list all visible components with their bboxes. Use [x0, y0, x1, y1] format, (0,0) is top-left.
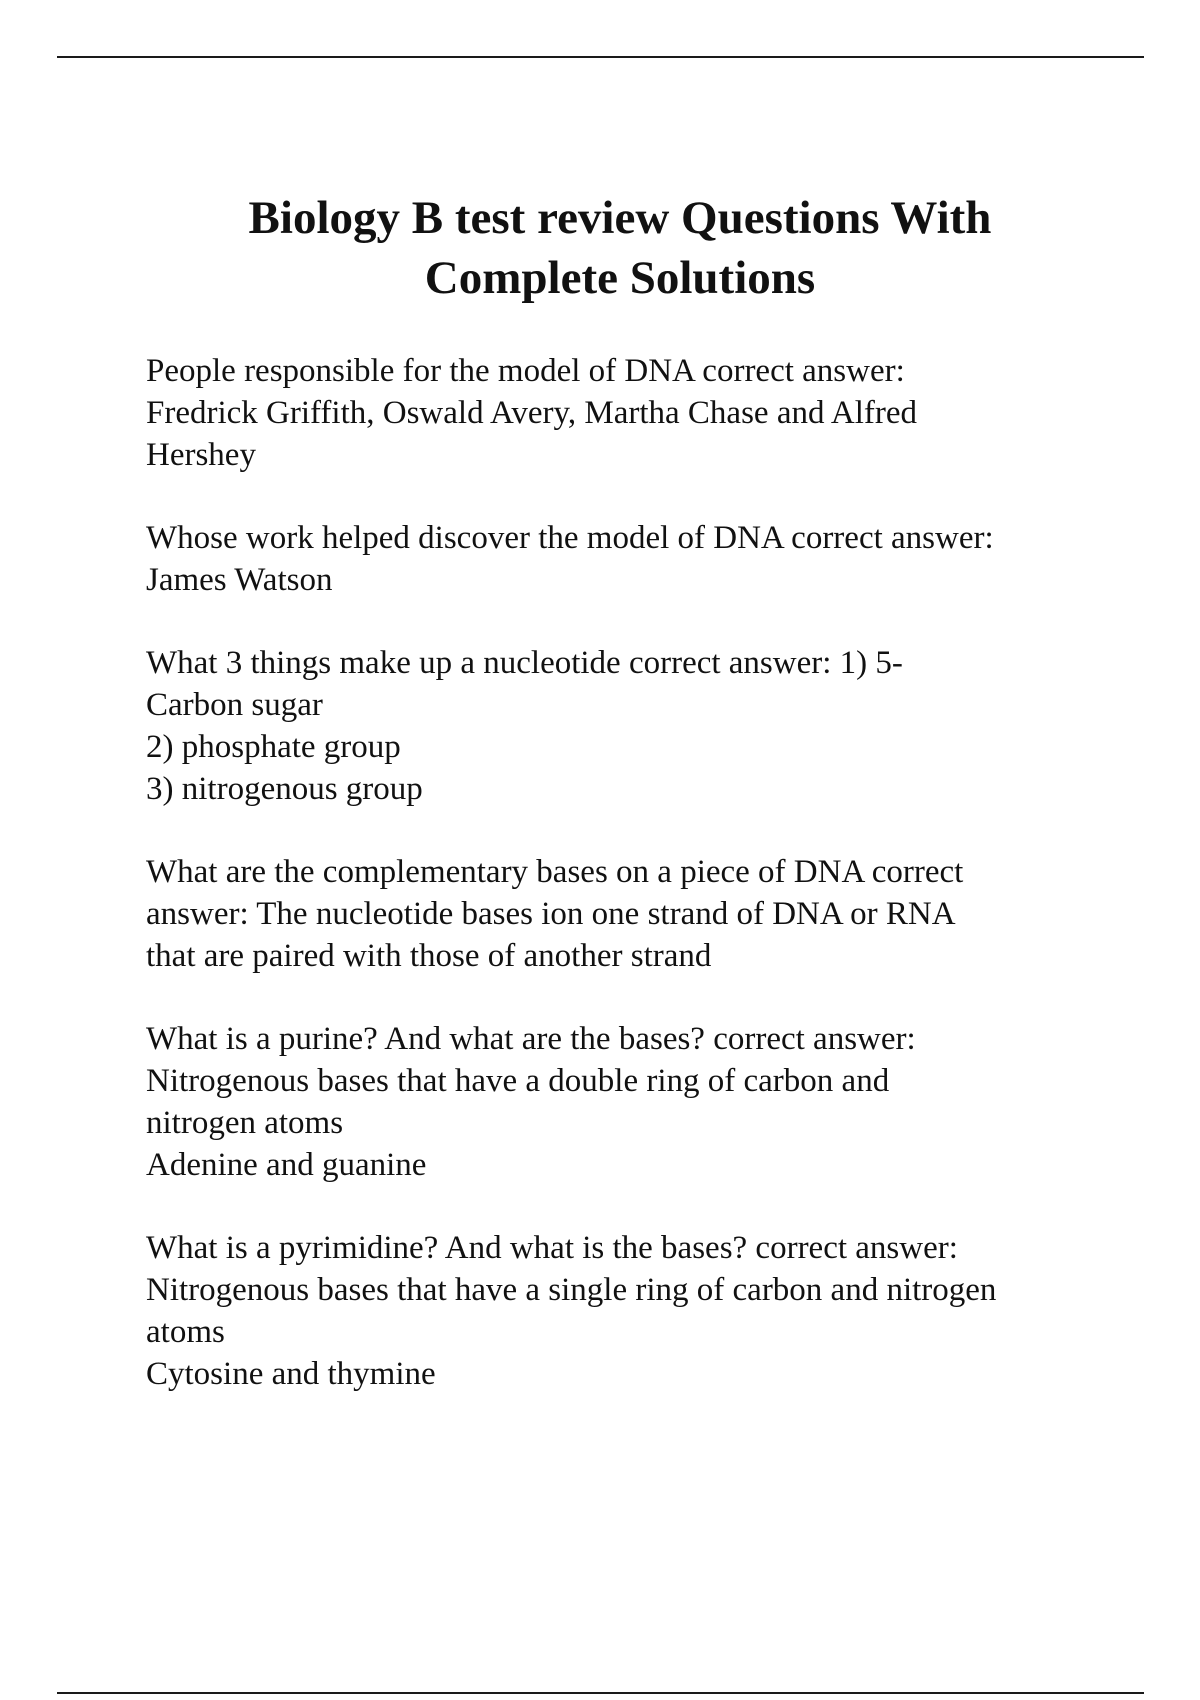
qa-line: Nitrogenous bases that have a single ring of carbon and nitrogen: [146, 1272, 997, 1308]
qa-line: James Watson: [146, 562, 333, 598]
qa-line: answer: The nucleotide bases ion one strand of DNA or RNA: [146, 896, 956, 932]
title-line: Complete Solutions: [424, 252, 816, 304]
qa-item: [146, 1227, 1096, 1395]
top-divider: [57, 56, 1144, 58]
qa-line: nitrogen atoms: [146, 1105, 344, 1141]
qa-item: [146, 517, 1096, 601]
qa-line: Adenine and guanine: [146, 1147, 427, 1183]
qa-item: [146, 851, 1096, 977]
qa-item: [146, 642, 1096, 810]
qa-line: What 3 things make up a nucleotide correct answer: 1) 5-: [146, 645, 903, 681]
qa-item: [146, 1018, 1096, 1186]
qa-line: Cytosine and thymine: [146, 1356, 436, 1392]
qa-line: People responsible for the model of DNA correct answer:: [146, 353, 905, 389]
qa-line: What are the complementary bases on a piece of DNA correct: [146, 854, 964, 890]
title-line: Biology B test review Questions With: [248, 192, 992, 244]
qa-line: What is a purine? And what are the bases? correct answer:: [146, 1021, 916, 1057]
qa-line: What is a pyrimidine? And what is the bases? correct answer:: [146, 1230, 958, 1266]
qa-line: atoms: [146, 1314, 225, 1350]
qa-line: Carbon sugar: [146, 687, 323, 723]
qa-line: Nitrogenous bases that have a double ring of carbon and: [146, 1063, 890, 1099]
document-title: [100, 188, 1140, 308]
qa-item: [146, 350, 1096, 476]
qa-line: that are paired with those of another strand: [146, 938, 712, 974]
qa-list: [146, 350, 1096, 1436]
qa-line: 2) phosphate group: [146, 729, 401, 765]
qa-line: Whose work helped discover the model of DNA correct answer:: [146, 520, 994, 556]
qa-line: Fredrick Griffith, Oswald Avery, Martha Chase and Alfred: [146, 395, 918, 431]
qa-line: 3) nitrogenous group: [146, 771, 423, 807]
qa-line: Hershey: [146, 437, 256, 473]
bottom-divider: [57, 1692, 1144, 1694]
